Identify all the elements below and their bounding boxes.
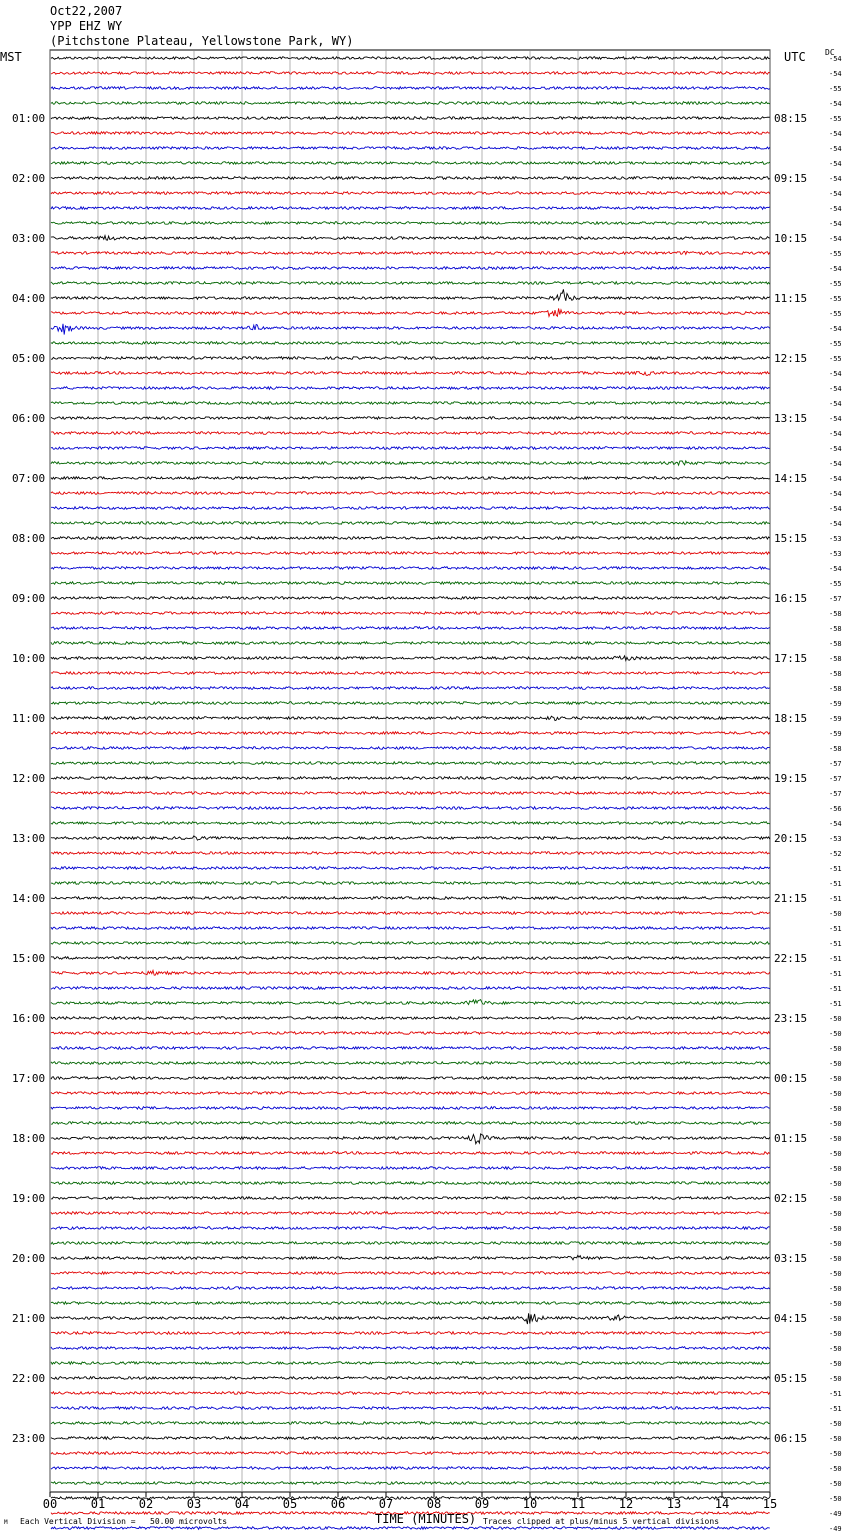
dc-offset-label: -54 bbox=[829, 175, 842, 183]
dc-offset-label: -55 bbox=[829, 280, 842, 288]
station-location: (Pitchstone Plateau, Yellowstone Park, WY) bbox=[50, 34, 354, 48]
seismic-trace bbox=[51, 251, 770, 254]
seismic-trace bbox=[51, 1227, 770, 1230]
seismic-trace bbox=[51, 507, 770, 510]
dc-offset-label: -54 bbox=[829, 100, 842, 108]
seismic-trace bbox=[51, 1000, 770, 1005]
seismic-trace bbox=[51, 792, 770, 795]
seismic-trace bbox=[51, 402, 770, 405]
utc-hour-label: 11:15 bbox=[774, 292, 808, 305]
seismic-trace bbox=[51, 324, 770, 335]
dc-offset-label: -51 bbox=[829, 970, 842, 978]
dc-offset-label: -55 bbox=[829, 250, 842, 258]
mst-hour-label: 22:00 bbox=[12, 1372, 46, 1385]
dc-offset-label: -59 bbox=[829, 715, 842, 723]
dc-offset-label: -49 bbox=[829, 1510, 842, 1518]
seismic-trace bbox=[51, 1197, 770, 1200]
dc-offset-label: -50 bbox=[829, 1045, 842, 1053]
seismic-trace bbox=[51, 1527, 770, 1530]
dc-offset-label: -51 bbox=[829, 865, 842, 873]
seismic-trace bbox=[51, 1392, 770, 1395]
seismic-trace bbox=[51, 1332, 770, 1335]
dc-offset-label: -54 bbox=[829, 190, 842, 198]
dc-offset-label: -50 bbox=[829, 1150, 842, 1158]
seismic-trace bbox=[51, 1062, 770, 1065]
seismic-trace bbox=[51, 57, 770, 60]
seismic-trace bbox=[51, 1032, 770, 1035]
dc-offset-label: -54 bbox=[829, 235, 842, 243]
mst-hour-label: 10:00 bbox=[12, 652, 46, 665]
mst-hour-label: 13:00 bbox=[12, 832, 46, 845]
seismic-trace bbox=[51, 1302, 770, 1305]
x-tick-label: 04 bbox=[234, 1497, 250, 1511]
seismic-trace bbox=[51, 102, 770, 105]
utc-hour-label: 01:15 bbox=[774, 1132, 808, 1145]
seismic-trace bbox=[51, 1047, 770, 1050]
dc-offset-label: -50 bbox=[829, 1015, 842, 1023]
dc-offset-label: -54 bbox=[829, 205, 842, 213]
dc-offset-label: -55 bbox=[829, 85, 842, 93]
seismic-trace bbox=[51, 177, 770, 180]
mst-hour-label: 21:00 bbox=[12, 1312, 46, 1325]
seismic-trace bbox=[51, 836, 770, 840]
x-axis-title: TIME (MINUTES) bbox=[375, 1512, 477, 1526]
local-timezone-label: MST bbox=[0, 50, 22, 64]
x-tick-label: 09 bbox=[474, 1497, 490, 1511]
dc-offset-label: -51 bbox=[829, 955, 842, 963]
seismic-trace bbox=[51, 1482, 770, 1485]
dc-offset-label: -58 bbox=[829, 655, 842, 663]
plot-frame bbox=[50, 50, 770, 1492]
utc-hour-label: 04:15 bbox=[774, 1312, 808, 1325]
seismic-trace bbox=[51, 222, 770, 225]
dc-offset-label: -57 bbox=[829, 790, 842, 798]
utc-hour-label: 18:15 bbox=[774, 712, 808, 725]
seismic-trace bbox=[51, 732, 770, 735]
seismic-trace bbox=[51, 867, 770, 870]
seismic-trace bbox=[51, 987, 770, 990]
dc-offset-header: DC bbox=[825, 48, 835, 57]
seismic-trace bbox=[51, 207, 770, 210]
dc-offset-label: -50 bbox=[829, 1210, 842, 1218]
dc-offset-label: -50 bbox=[829, 1105, 842, 1113]
seismic-trace bbox=[51, 656, 770, 661]
dc-offset-label: -52 bbox=[829, 850, 842, 858]
seismic-trace bbox=[51, 1077, 770, 1080]
utc-timezone-label: UTC bbox=[784, 50, 806, 64]
dc-offset-label: -55 bbox=[829, 295, 842, 303]
dc-offset-label: -58 bbox=[829, 610, 842, 618]
x-tick-label: 10 bbox=[522, 1497, 538, 1511]
seismic-trace bbox=[51, 1362, 770, 1365]
x-tick-label: 08 bbox=[426, 1497, 442, 1511]
dc-offset-label: -50 bbox=[829, 1255, 842, 1263]
dc-offset-label: -54 bbox=[829, 130, 842, 138]
seismic-trace bbox=[51, 897, 770, 900]
seismic-trace bbox=[51, 567, 770, 570]
seismic-trace bbox=[51, 1313, 770, 1324]
seismic-trace bbox=[51, 289, 770, 300]
station-code: YPP EHZ WY bbox=[50, 19, 123, 33]
seismic-trace bbox=[51, 882, 770, 885]
utc-hour-label: 20:15 bbox=[774, 832, 808, 845]
dc-offset-label: -53 bbox=[829, 550, 842, 558]
dc-offset-label: -54 bbox=[829, 70, 842, 78]
dc-offset-label: -50 bbox=[829, 1180, 842, 1188]
dc-offset-label: -57 bbox=[829, 760, 842, 768]
dc-offset-label: -54 bbox=[829, 565, 842, 573]
utc-hour-label: 14:15 bbox=[774, 472, 808, 485]
dc-offset-label: -53 bbox=[829, 535, 842, 543]
dc-offset-label: -50 bbox=[829, 1450, 842, 1458]
dc-offset-label: -50 bbox=[829, 1420, 842, 1428]
dc-offset-label: -58 bbox=[829, 625, 842, 633]
mst-hour-label: 11:00 bbox=[12, 712, 46, 725]
seismic-trace bbox=[51, 87, 770, 90]
seismic-trace bbox=[51, 1467, 770, 1470]
mst-hour-label: 02:00 bbox=[12, 172, 46, 185]
utc-hour-label: 00:15 bbox=[774, 1072, 808, 1085]
seismic-trace bbox=[51, 747, 770, 750]
seismic-trace bbox=[51, 447, 770, 450]
mst-hour-label: 03:00 bbox=[12, 232, 46, 245]
mst-hour-label: 07:00 bbox=[12, 472, 46, 485]
clipping-note: Traces clipped at plus/minus 5 vertical divisions bbox=[483, 1517, 720, 1526]
dc-offset-label: -58 bbox=[829, 745, 842, 753]
dc-offset-label: -49 bbox=[829, 1525, 842, 1533]
vertical-scale-note: Each Vertical Division = 50.00 microvolts bbox=[20, 1517, 228, 1526]
x-tick-label: 11 bbox=[570, 1497, 586, 1511]
dc-offset-label: -54 bbox=[829, 475, 842, 483]
mst-hour-label: 06:00 bbox=[12, 412, 46, 425]
seismic-trace bbox=[51, 117, 770, 120]
x-tick-label: 06 bbox=[330, 1497, 346, 1511]
utc-hour-label: 06:15 bbox=[774, 1432, 808, 1445]
dc-offset-label: -54 bbox=[829, 265, 842, 273]
mst-hour-label: 20:00 bbox=[12, 1252, 46, 1265]
utc-hour-label: 16:15 bbox=[774, 592, 808, 605]
utc-hour-label: 08:15 bbox=[774, 112, 808, 125]
dc-offset-label: -54 bbox=[829, 400, 842, 408]
utc-hour-label: 05:15 bbox=[774, 1372, 808, 1385]
dc-offset-label: -59 bbox=[829, 730, 842, 738]
dc-offset-label: -50 bbox=[829, 1300, 842, 1308]
seismic-trace bbox=[51, 1167, 770, 1170]
dc-offset-label: -50 bbox=[829, 1495, 842, 1503]
seismic-trace bbox=[51, 1452, 770, 1455]
seismic-trace bbox=[51, 777, 770, 780]
dc-offset-label: -55 bbox=[829, 115, 842, 123]
mst-hour-label: 17:00 bbox=[12, 1072, 46, 1085]
x-tick-label: 14 bbox=[714, 1497, 730, 1511]
seismic-trace bbox=[51, 597, 770, 600]
x-tick-label: 05 bbox=[282, 1497, 298, 1511]
seismic-trace bbox=[51, 236, 770, 241]
dc-offset-label: -50 bbox=[829, 1060, 842, 1068]
seismic-trace bbox=[51, 1437, 770, 1440]
dc-offset-label: -50 bbox=[829, 1435, 842, 1443]
utc-hour-label: 02:15 bbox=[774, 1192, 808, 1205]
mst-hour-label: 23:00 bbox=[12, 1432, 46, 1445]
dc-offset-label: -54 bbox=[829, 220, 842, 228]
x-tick-label: 02 bbox=[138, 1497, 154, 1511]
seismic-trace bbox=[51, 1497, 770, 1500]
seismic-trace bbox=[51, 1212, 770, 1215]
dc-offset-label: -58 bbox=[829, 640, 842, 648]
dc-offset-label: -50 bbox=[829, 1195, 842, 1203]
mst-hour-label: 05:00 bbox=[12, 352, 46, 365]
dc-offset-label: -51 bbox=[829, 1000, 842, 1008]
corner-mark: M bbox=[4, 1519, 8, 1526]
dc-offset-label: -54 bbox=[829, 460, 842, 468]
seismic-trace bbox=[51, 1287, 770, 1290]
seismic-trace bbox=[51, 1152, 770, 1155]
seismic-trace bbox=[51, 1122, 770, 1125]
dc-offset-label: -51 bbox=[829, 895, 842, 903]
utc-hour-label: 10:15 bbox=[774, 232, 808, 245]
mst-hour-label: 08:00 bbox=[12, 532, 46, 545]
mst-hour-label: 19:00 bbox=[12, 1192, 46, 1205]
mst-hour-label: 18:00 bbox=[12, 1132, 46, 1145]
plot-date: Oct22,2007 bbox=[50, 4, 123, 18]
seismic-trace bbox=[51, 957, 770, 960]
dc-offset-label: -51 bbox=[829, 940, 842, 948]
dc-offset-label: -54 bbox=[829, 430, 842, 438]
seismic-trace bbox=[51, 1407, 770, 1410]
dc-offset-label: -57 bbox=[829, 595, 842, 603]
dc-offset-label: -56 bbox=[829, 805, 842, 813]
seismic-trace bbox=[51, 342, 770, 345]
dc-offset-label: -50 bbox=[829, 1330, 842, 1338]
dc-offset-label: -54 bbox=[829, 415, 842, 423]
seismic-trace bbox=[51, 72, 770, 75]
dc-offset-label: -50 bbox=[829, 910, 842, 918]
dc-offset-label: -51 bbox=[829, 925, 842, 933]
seismic-trace bbox=[51, 702, 770, 705]
mst-hour-label: 12:00 bbox=[12, 772, 46, 785]
dc-offset-label: -50 bbox=[829, 1240, 842, 1248]
dc-offset-label: -54 bbox=[829, 820, 842, 828]
utc-hour-label: 17:15 bbox=[774, 652, 808, 665]
x-tick-label: 13 bbox=[666, 1497, 682, 1511]
utc-hour-label: 23:15 bbox=[774, 1012, 808, 1025]
dc-offset-label: -54 bbox=[829, 445, 842, 453]
dc-offset-label: -50 bbox=[829, 1090, 842, 1098]
dc-offset-label: -54 bbox=[829, 145, 842, 153]
seismic-trace bbox=[51, 432, 770, 435]
dc-offset-label: -54 bbox=[829, 520, 842, 528]
dc-offset-label: -51 bbox=[829, 1390, 842, 1398]
dc-offset-label: -50 bbox=[829, 1375, 842, 1383]
seismic-trace bbox=[51, 627, 770, 630]
dc-offset-label: -50 bbox=[829, 1165, 842, 1173]
dc-offset-label: -54 bbox=[829, 490, 842, 498]
seismic-trace bbox=[51, 372, 770, 376]
dc-offset-label: -57 bbox=[829, 775, 842, 783]
dc-offset-label: -50 bbox=[829, 1315, 842, 1323]
dc-offset-label: -55 bbox=[829, 340, 842, 348]
dc-offset-label: -50 bbox=[829, 1285, 842, 1293]
dc-offset-label: -50 bbox=[829, 1345, 842, 1353]
seismic-trace bbox=[51, 1107, 770, 1110]
utc-hour-label: 21:15 bbox=[774, 892, 808, 905]
seismic-trace bbox=[51, 942, 770, 945]
dc-offset-label: -51 bbox=[829, 1405, 842, 1413]
dc-offset-label: -50 bbox=[829, 1030, 842, 1038]
seismic-trace bbox=[51, 612, 770, 615]
seismic-trace bbox=[51, 387, 770, 390]
dc-offset-label: -51 bbox=[829, 880, 842, 888]
dc-offset-label: -50 bbox=[829, 1480, 842, 1488]
seismic-trace bbox=[51, 927, 770, 930]
utc-hour-label: 12:15 bbox=[774, 352, 808, 365]
seismic-trace bbox=[51, 1377, 770, 1380]
x-tick-label: 15 bbox=[762, 1497, 778, 1511]
seismic-trace bbox=[51, 1017, 770, 1020]
mst-hour-label: 04:00 bbox=[12, 292, 46, 305]
seismic-trace bbox=[51, 357, 770, 360]
seismic-trace bbox=[51, 492, 770, 495]
x-tick-label: 01 bbox=[90, 1497, 106, 1511]
dc-offset-label: -50 bbox=[829, 1465, 842, 1473]
seismic-trace bbox=[51, 417, 770, 420]
dc-offset-label: -54 bbox=[829, 325, 842, 333]
seismic-trace bbox=[51, 582, 770, 585]
mst-hour-label: 16:00 bbox=[12, 1012, 46, 1025]
mst-hour-label: 01:00 bbox=[12, 112, 46, 125]
x-tick-label: 03 bbox=[186, 1497, 202, 1511]
dc-offset-label: -58 bbox=[829, 685, 842, 693]
seismic-trace bbox=[51, 1255, 770, 1259]
dc-offset-label: -50 bbox=[829, 1135, 842, 1143]
seismic-trace bbox=[51, 192, 770, 195]
seismic-trace bbox=[51, 852, 770, 855]
seismic-trace bbox=[51, 1272, 770, 1275]
seismic-trace bbox=[51, 537, 770, 540]
utc-hour-label: 03:15 bbox=[774, 1252, 808, 1265]
seismic-trace bbox=[51, 308, 770, 316]
seismic-trace bbox=[51, 762, 770, 765]
dc-offset-label: -51 bbox=[829, 985, 842, 993]
dc-offset-label: -50 bbox=[829, 1075, 842, 1083]
dc-offset-label: -55 bbox=[829, 310, 842, 318]
mst-hour-label: 15:00 bbox=[12, 952, 46, 965]
utc-hour-label: 22:15 bbox=[774, 952, 808, 965]
seismic-trace bbox=[51, 282, 770, 285]
seismic-trace bbox=[51, 147, 770, 150]
dc-offset-label: -54 bbox=[829, 370, 842, 378]
seismic-trace bbox=[51, 672, 770, 675]
seismic-trace bbox=[51, 552, 770, 555]
x-tick-label: 12 bbox=[618, 1497, 634, 1511]
utc-hour-label: 13:15 bbox=[774, 412, 808, 425]
dc-offset-label: -54 bbox=[829, 160, 842, 168]
seismic-trace bbox=[51, 1422, 770, 1425]
utc-hour-label: 09:15 bbox=[774, 172, 808, 185]
seismic-trace bbox=[51, 1347, 770, 1350]
seismic-trace bbox=[51, 477, 770, 480]
seismic-trace bbox=[51, 642, 770, 645]
dc-offset-label: -55 bbox=[829, 355, 842, 363]
seismic-trace bbox=[51, 716, 770, 720]
x-tick-label: 00 bbox=[42, 1497, 58, 1511]
dc-offset-label: -50 bbox=[829, 1225, 842, 1233]
seismic-trace bbox=[51, 1182, 770, 1185]
utc-hour-label: 19:15 bbox=[774, 772, 808, 785]
seismic-trace bbox=[51, 132, 770, 135]
dc-offset-label: -58 bbox=[829, 670, 842, 678]
seismic-trace bbox=[51, 912, 770, 915]
seismic-trace bbox=[51, 522, 770, 525]
dc-offset-label: -50 bbox=[829, 1360, 842, 1368]
dc-offset-label: -54 bbox=[829, 55, 842, 63]
dc-offset-label: -53 bbox=[829, 835, 842, 843]
x-tick-label: 07 bbox=[378, 1497, 394, 1511]
dc-offset-label: -54 bbox=[829, 385, 842, 393]
dc-offset-label: -50 bbox=[829, 1270, 842, 1278]
dc-offset-label: -54 bbox=[829, 505, 842, 513]
dc-offset-label: -50 bbox=[829, 1120, 842, 1128]
utc-hour-label: 15:15 bbox=[774, 532, 808, 545]
mst-hour-label: 09:00 bbox=[12, 592, 46, 605]
seismic-trace bbox=[51, 1242, 770, 1245]
seismic-trace bbox=[51, 822, 770, 825]
seismic-trace bbox=[51, 970, 770, 975]
seismic-trace bbox=[51, 1092, 770, 1095]
seismic-trace bbox=[51, 461, 770, 465]
seismic-trace bbox=[51, 1134, 770, 1144]
dc-offset-label: -55 bbox=[829, 580, 842, 588]
seismic-trace bbox=[51, 687, 770, 690]
mst-hour-label: 14:00 bbox=[12, 892, 46, 905]
seismic-trace bbox=[51, 162, 770, 165]
dc-offset-label: -59 bbox=[829, 700, 842, 708]
seismic-trace bbox=[51, 807, 770, 810]
seismic-trace bbox=[51, 267, 770, 270]
